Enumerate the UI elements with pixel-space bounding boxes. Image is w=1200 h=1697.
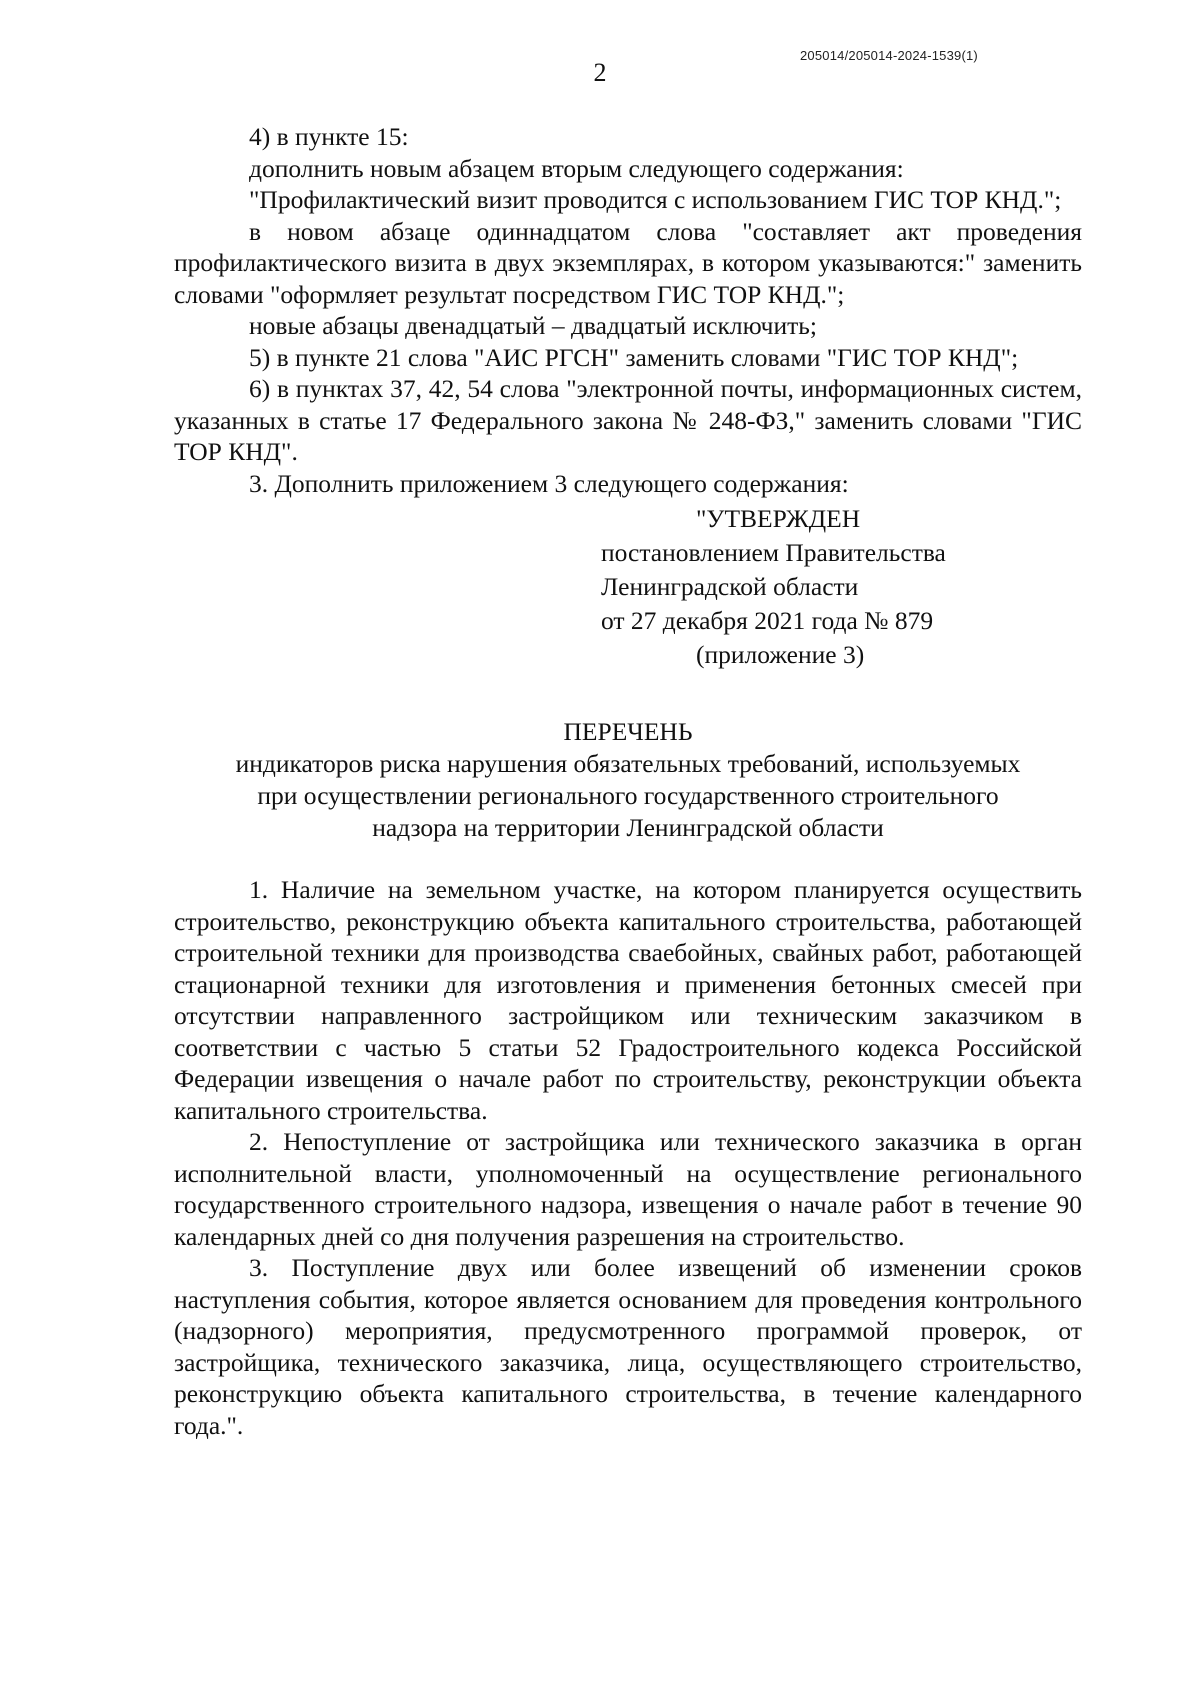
list-subtitle-line: индикаторов риска нарушения обязательных требований, используемых	[235, 749, 1021, 778]
paragraph: 5) в пункте 21 слова "АИС РГСН" заменить словами "ГИС ТОР КНД";	[249, 342, 1019, 372]
approval-line: постановлением Правительства	[601, 538, 946, 567]
document-id: 205014/205014-2024-1539(1)	[800, 48, 978, 63]
list-title: ПЕРЕЧЕНЬ	[563, 717, 693, 746]
paragraph: 6) в пунктах 37, 42, 54 слова "электронной почты, информационных систем, указанных в статье 17 Федерального закона № 248-ФЗ," заменить словами "ГИС ТОР КНД".	[174, 374, 1082, 466]
list-subtitle-line: при осуществлении регионального государственного строительного	[257, 781, 999, 810]
list-item: 1. Наличие на земельном участке, на котором планируется осуществить строительство, реконструкцию объекта капитального строительства, работающей строительной техники для производства свaебойных, свайных работ, работающей стационарной техники для изготовления и применения бетонных смесей при отсутствии направленного застройщиком или техническим заказчиком в соответствии с частью 5 статьи 52 Градостроительного кодекса Российской Федерации извещения о начале работ по строительству, реконструкции объекта капитального строительства.	[174, 875, 1082, 1125]
approval-block	[601, 502, 1082, 672]
approval-line: Ленинградской области	[601, 572, 859, 601]
list-item: 2. Непоступление от застройщика или технического заказчика в орган исполнительной власти, уполномоченный на осуществление регионального государственного строительного надзора, извещения о начале работ в течение 90 календарных дней со дня получения разрешения на строительство.	[174, 1127, 1082, 1251]
page-number: 2	[593, 58, 607, 87]
approval-annex: (приложение 3)	[696, 640, 865, 669]
paragraph: новые абзацы двенадцатый – двадцатый исключить;	[249, 311, 818, 340]
paragraph: дополнить новым абзацем вторым следующего содержания:	[249, 153, 904, 183]
document-body	[174, 121, 1082, 1441]
indicator-list	[174, 874, 1082, 1441]
paragraph: 4) в пункте 15:	[249, 122, 409, 151]
paragraph: "Профилактический визит проводится с использованием ГИС ТОР КНД.";	[249, 185, 1062, 214]
list-item: 3. Поступление двух или более извещений об изменении сроков наступления события, которое является основанием для проведения контрольного (надзорного) мероприятия, предусмотренного программой проверок, от застройщика, технического заказчика, лица, осуществляющего строительство, реконструкцию объекта капитального строительства, в течение календарного года.".	[174, 1253, 1082, 1440]
approval-title: "УТВЕРЖДЕН	[696, 504, 861, 533]
list-subtitle	[198, 748, 1058, 844]
paragraph: 3. Дополнить приложением 3 следующего содержания:	[249, 468, 849, 498]
paragraph: в новом абзаце одиннадцатом слова "составляет акт проведения профилактического визита в двух экземплярах, в котором указываются:" заменить словами "оформляет результат посредством ГИС ТОР КНД.";	[174, 216, 1082, 309]
approval-line: от 27 декабря 2021 года № 879	[601, 606, 934, 635]
list-subtitle-line: надзора на территории Ленинградской области	[372, 813, 884, 842]
